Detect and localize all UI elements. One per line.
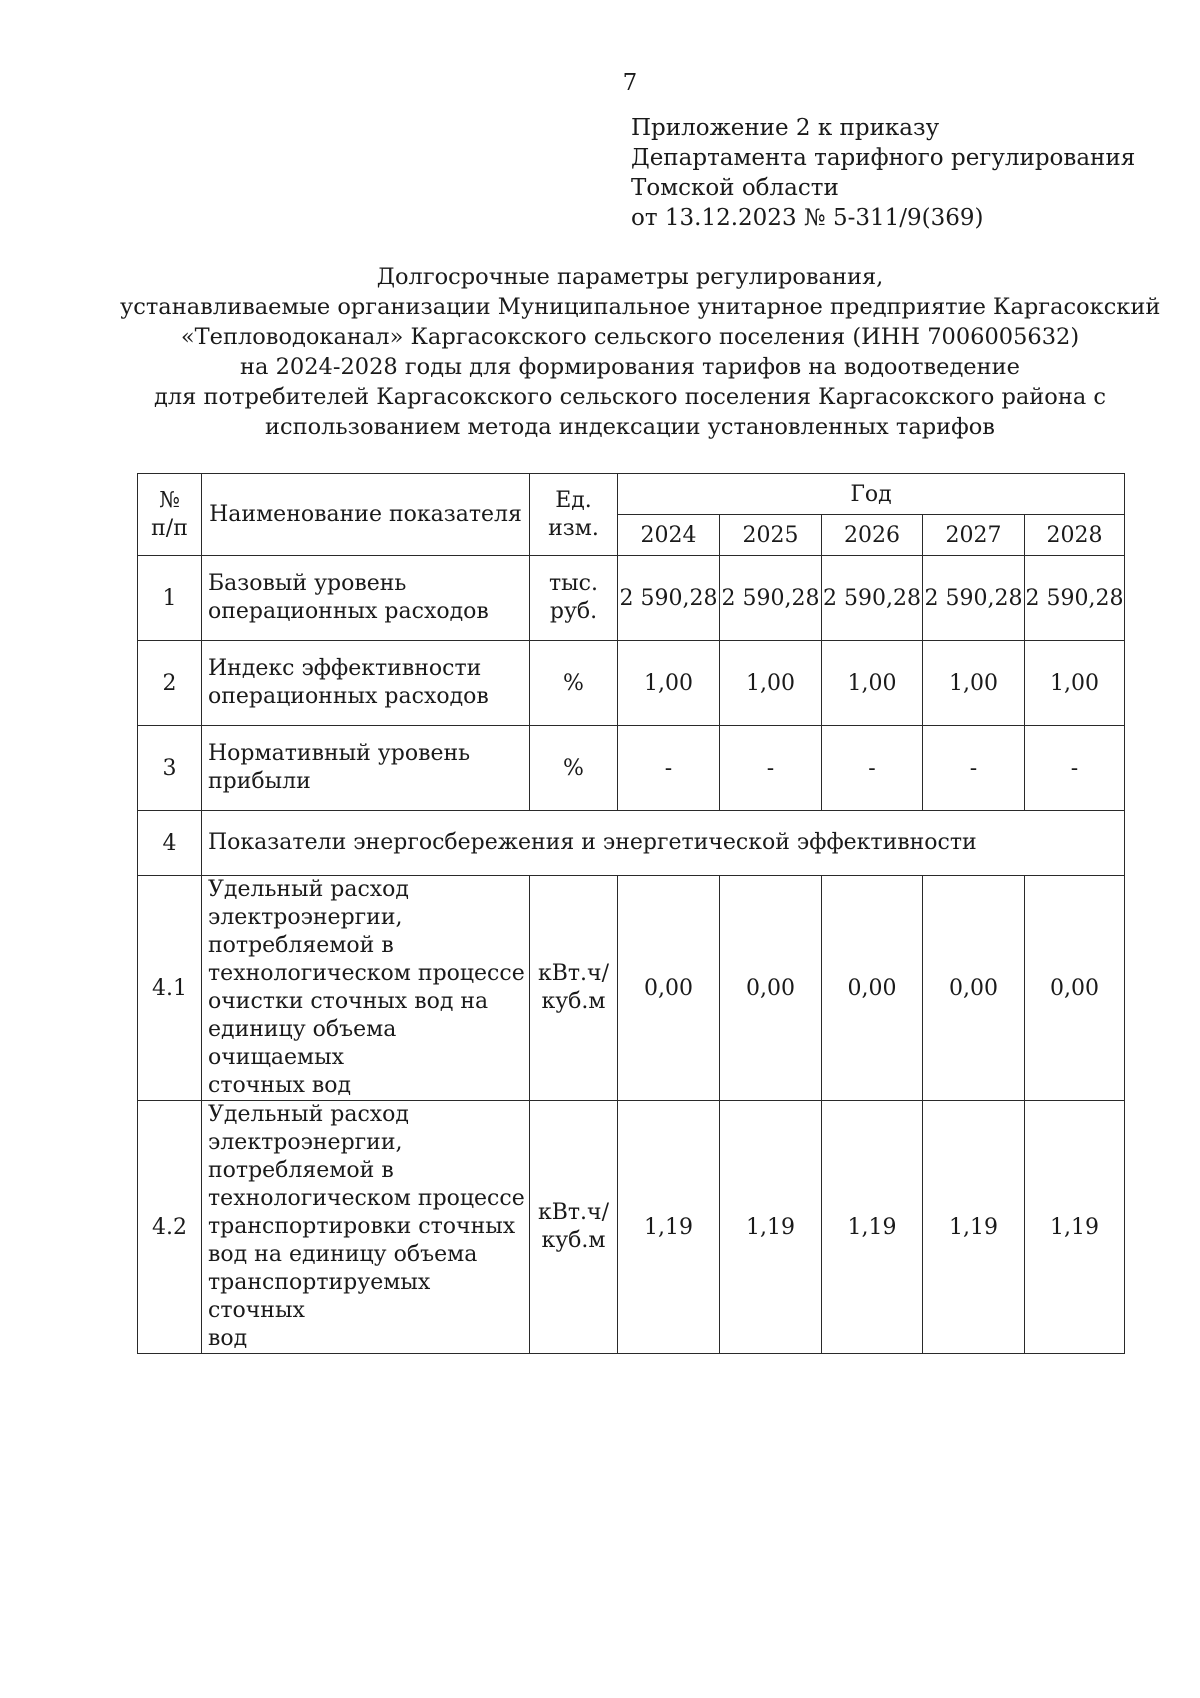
row-name-line: потребляемой в <box>208 1158 394 1183</box>
section-title: Показатели энергосбережения и энергетической эффективности <box>202 811 1125 876</box>
row-unit <box>530 556 618 641</box>
row-value: - <box>822 726 923 811</box>
row-name-line: Нормативный уровень <box>208 741 471 766</box>
row-unit-line: тыс. <box>549 571 598 596</box>
row-name-line: технологическом процессе <box>208 1186 525 1211</box>
row-name-line: потребляемой в <box>208 933 394 958</box>
title-line: использованием метода индексации установленных тарифов <box>265 414 995 440</box>
table-row <box>138 876 1125 1101</box>
row-value: 2 590,28 <box>923 556 1025 641</box>
row-name-line: вод на единицу объема <box>208 1242 478 1267</box>
row-value: 1,19 <box>720 1101 822 1354</box>
row-name-line: прибыли <box>208 769 311 794</box>
row-value: - <box>720 726 822 811</box>
table-section-row <box>138 811 1125 876</box>
row-name-line: электроэнергии, <box>208 905 403 930</box>
row-value: - <box>618 726 720 811</box>
row-unit-line: куб.м <box>541 1228 606 1253</box>
row-value: 1,19 <box>822 1101 923 1354</box>
header-year-2028: 2028 <box>1025 515 1125 556</box>
row-num: 3 <box>138 726 202 811</box>
header-year-2027: 2027 <box>923 515 1025 556</box>
row-unit: % <box>530 641 618 726</box>
row-num: 4 <box>138 811 202 876</box>
title-line: «Тепловодоканал» Каргасокского сельского поселения (ИНН 7006005632) <box>180 324 1080 350</box>
title-line: на 2024-2028 годы для формирования тарифов на водоотведение <box>240 354 1020 380</box>
row-value: 2 590,28 <box>618 556 720 641</box>
document-title <box>120 262 1161 442</box>
row-unit: % <box>530 726 618 811</box>
title-line: устанавливаемые организации Муниципальное унитарное предприятие Каргасокский <box>120 294 1161 320</box>
row-unit-line: кВт.ч/ <box>537 1200 610 1225</box>
row-name-line: сточных вод <box>208 1073 352 1098</box>
row-name-line: электроэнергии, <box>208 1130 403 1155</box>
row-value: 1,00 <box>1025 641 1125 726</box>
row-name <box>202 556 530 641</box>
row-value: 1,19 <box>1025 1101 1125 1354</box>
row-value: 0,00 <box>618 876 720 1101</box>
row-name-line: операционных расходов <box>208 684 489 709</box>
table-row <box>138 556 1125 641</box>
row-name-line: операционных расходов <box>208 599 489 624</box>
table-row <box>138 641 1125 726</box>
row-value: 1,00 <box>720 641 822 726</box>
header-unit-line: Ед. <box>555 487 592 513</box>
row-value: 1,00 <box>923 641 1025 726</box>
row-unit-line: кВт.ч/ <box>537 961 610 986</box>
row-value: 1,19 <box>618 1101 720 1354</box>
row-num: 4.1 <box>138 876 202 1101</box>
row-unit <box>530 876 618 1101</box>
row-value: 0,00 <box>1025 876 1125 1101</box>
row-value: 2 590,28 <box>720 556 822 641</box>
row-value: 1,19 <box>923 1101 1025 1354</box>
row-name-line: транспортируемых сточных <box>208 1270 431 1323</box>
appendix-block <box>631 113 1135 233</box>
row-value: 0,00 <box>923 876 1025 1101</box>
appendix-line: Департамента тарифного регулирования <box>631 145 1136 171</box>
row-value: 1,00 <box>822 641 923 726</box>
row-name-line: технологическом процессе <box>208 961 525 986</box>
row-name-line: Удельный расход <box>208 1102 409 1127</box>
header-year: Год <box>618 474 1125 515</box>
appendix-line: Приложение 2 к приказу <box>631 115 940 141</box>
table-row <box>138 1101 1125 1354</box>
row-unit-line: руб. <box>549 599 598 624</box>
title-line: Долгосрочные параметры регулирования, <box>376 264 884 290</box>
header-unit <box>530 474 618 556</box>
row-num: 4.2 <box>138 1101 202 1354</box>
header-num-line: № <box>159 487 180 513</box>
page-number: 7 <box>622 70 638 96</box>
row-value: 2 590,28 <box>822 556 923 641</box>
row-value: 2 590,28 <box>1025 556 1125 641</box>
header-year-2025: 2025 <box>720 515 822 556</box>
header-name: Наименование показателя <box>202 474 530 556</box>
row-name-line: единицу объема очищаемых <box>208 1017 397 1070</box>
row-num: 2 <box>138 641 202 726</box>
row-value: 0,00 <box>822 876 923 1101</box>
header-num <box>138 474 202 556</box>
header-unit-line: изм. <box>548 515 599 541</box>
row-unit-line: куб.м <box>541 989 606 1014</box>
row-name-line: транспортировки сточных <box>208 1214 516 1239</box>
row-value: 1,00 <box>618 641 720 726</box>
header-num-line: п/п <box>151 515 188 541</box>
table-row <box>138 726 1125 811</box>
row-name-line: Базовый уровень <box>208 571 407 596</box>
appendix-line: от 13.12.2023 № 5-311/9(369) <box>631 205 984 231</box>
row-name <box>202 876 530 1101</box>
row-name <box>202 726 530 811</box>
title-line: для потребителей Каргасокского сельского поселения Каргасокского района с <box>153 384 1107 410</box>
row-name <box>202 641 530 726</box>
parameters-table <box>137 473 1125 1354</box>
row-name-line: вод <box>208 1326 248 1351</box>
row-unit <box>530 1101 618 1354</box>
header-year-2024: 2024 <box>618 515 720 556</box>
row-value: 0,00 <box>720 876 822 1101</box>
appendix-line: Томской области <box>631 175 839 201</box>
header-year-2026: 2026 <box>822 515 923 556</box>
row-value: - <box>1025 726 1125 811</box>
row-value: - <box>923 726 1025 811</box>
row-name-line: очистки сточных вод на <box>208 989 489 1014</box>
row-name-line: Индекс эффективности <box>208 656 482 681</box>
row-name <box>202 1101 530 1354</box>
row-num: 1 <box>138 556 202 641</box>
row-name-line: Удельный расход <box>208 877 409 902</box>
